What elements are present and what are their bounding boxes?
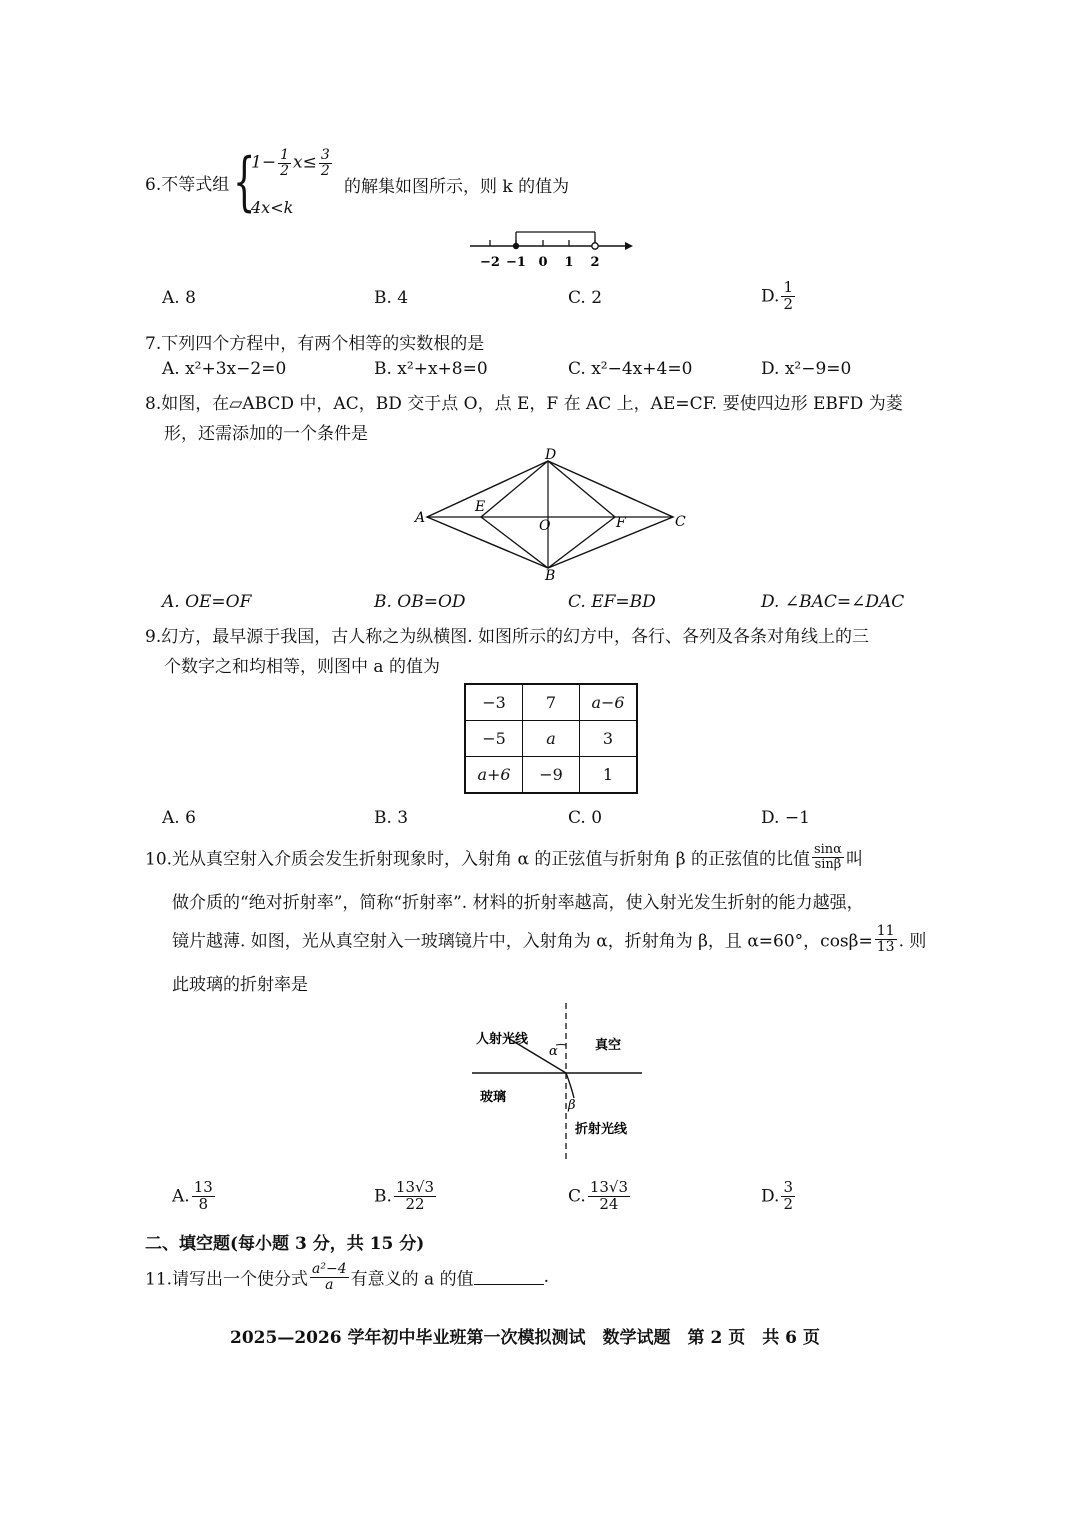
- q8-option-d[interactable]: D. ∠BAC=∠DAC: [761, 592, 905, 612]
- q8-option-c[interactable]: C. EF=BD: [568, 592, 656, 612]
- q7-option-a[interactable]: A. x²+3x−2=0: [162, 359, 287, 379]
- q8-label-c: C: [675, 514, 686, 530]
- q8-label-e: E: [475, 499, 486, 515]
- q8-label-d: D: [545, 447, 557, 463]
- q6-tick-label: 2: [590, 255, 600, 270]
- q10-label-alpha: α: [549, 1044, 558, 1059]
- q7-option-d[interactable]: D. x²−9=0: [761, 359, 852, 379]
- q6-tick-label: −2: [480, 255, 500, 270]
- q6-suffix: 的解集如图所示，则 k 的值为: [344, 177, 570, 197]
- q8-label-b: B: [545, 568, 556, 584]
- q6-tick-label: 1: [564, 255, 574, 270]
- q10-option-b[interactable]: B. $\frac{13√3}{22}$: [374, 1178, 435, 1213]
- table-row: [465, 721, 637, 757]
- q11-stem: 11.请写出一个使分式 $\frac{\text{a²−4}}{a}$ 有意义的 a 的值 .: [145, 1261, 550, 1293]
- q8-label-a: A: [415, 510, 426, 526]
- q6-option-a[interactable]: A. 8: [162, 288, 196, 308]
- q10-option-c[interactable]: C. $\frac{13√3}{24}$: [568, 1178, 629, 1213]
- q6-inequality-1: 1− $\frac{1}{2}$ x≤ $\frac{3}{2}$: [251, 147, 330, 179]
- q10-label-glass: 玻璃: [480, 1090, 507, 1105]
- table-row: [465, 684, 637, 721]
- q9-stem-line1: 9.幻方，最早源于我国，古人称之为纵横图. 如图所示的幻方中，各行、各列及各条对角线上的三: [145, 627, 870, 647]
- q7-option-b[interactable]: B. x²+x+8=0: [374, 359, 488, 379]
- q11-answer-blank[interactable]: [474, 1266, 544, 1285]
- q11-fraction: $\frac{\text{a²−4}}{a}$: [312, 1261, 347, 1293]
- magic-square-cell: −9: [523, 757, 580, 794]
- q10-cos-fraction: $\frac{11}{13}$: [876, 923, 895, 955]
- q6-prefix: 6.不等式组: [145, 175, 230, 195]
- magic-square-cell: −3: [465, 684, 523, 721]
- q10-option-a[interactable]: A. $\frac{13}{8}$: [172, 1178, 213, 1213]
- q10-label-refracted: 折射光线: [575, 1122, 628, 1137]
- q9-magic-square: [464, 683, 638, 794]
- q6-option-d[interactable]: D. $\frac{1}{2}$: [761, 278, 793, 313]
- magic-square-cell: 1: [580, 757, 638, 794]
- q10-stem-line1: 10.光从真空射入介质会发生折射现象时，入射角 α 的正弦值与折射角 β 的正弦值的比值 $\frac{\sin\alpha}{\sin\beta}$ 叫: [145, 842, 863, 872]
- q6-system-brace: {: [233, 145, 256, 219]
- q10-option-d[interactable]: D. $\frac{3}{2}$: [761, 1178, 793, 1213]
- q6-option-b[interactable]: B. 4: [374, 288, 409, 308]
- q6-frac-three-halves: $\frac{3}{2}$: [320, 147, 330, 179]
- magic-square-cell: a+6: [465, 757, 523, 794]
- q9-stem-line2: 个数字之和均相等，则图中 a 的值为: [164, 657, 440, 677]
- q6-option-c[interactable]: C. 2: [568, 288, 603, 308]
- table-row: [465, 757, 637, 794]
- q8-parallelogram-figure: [405, 445, 695, 585]
- q7-stem: 7.下列四个方程中，有两个相等的实数根的是: [145, 334, 485, 354]
- q6-tick-label: −1: [506, 255, 526, 270]
- q10-ratio-fraction: $\frac{\sin\alpha}{\sin\beta}$: [813, 842, 842, 872]
- magic-square-cell: 7: [523, 684, 580, 721]
- q8-label-f: F: [616, 515, 626, 531]
- q10-refraction-figure: [470, 1000, 645, 1165]
- page-footer: 2025—2026 学年初中毕业班第一次模拟测试 数学试题 第 2 页 共 6 页: [230, 1328, 820, 1348]
- q6-tick-label: 0: [538, 255, 548, 270]
- q6-inequality-2: 4x<k: [251, 198, 294, 217]
- q10-label-incident: 人射光线: [476, 1032, 529, 1047]
- q6-number-line: [465, 228, 635, 273]
- q9-option-a[interactable]: A. 6: [162, 808, 196, 828]
- q9-option-d[interactable]: D. −1: [761, 808, 810, 828]
- magic-square-cell: a: [523, 721, 580, 757]
- q6-stem: [145, 170, 229, 195]
- magic-square-cell: −5: [465, 721, 523, 757]
- q8-stem-line2: 形，还需添加的一个条件是: [164, 424, 368, 444]
- q6-frac-half: $\frac{1}{2}$: [280, 147, 289, 179]
- q10-stem-line2: 做介质的“绝对折射率”，简称“折射率”. 材料的折射率越高，使入射光发生折射的能力越强，: [172, 893, 864, 913]
- q10-stem-line3: 镜片越薄. 如图，光从真空射入一玻璃镜片中，入射角为 α，折射角为 β，且 α=60°，cosβ= $\frac{11}{13}$ . 则: [172, 923, 927, 955]
- q10-label-beta: β: [568, 1098, 576, 1113]
- magic-square-cell: 3: [580, 721, 638, 757]
- q8-option-b[interactable]: B. OB=OD: [374, 592, 466, 612]
- q9-option-c[interactable]: C. 0: [568, 808, 603, 828]
- section-2-title: 二、填空题(每小题 3 分，共 15 分): [145, 1234, 425, 1254]
- q8-label-o: O: [539, 518, 551, 534]
- magic-square-cell: a−6: [580, 684, 638, 721]
- q10-label-vacuum: 真空: [595, 1038, 622, 1053]
- q7-option-c[interactable]: C. x²−4x+4=0: [568, 359, 693, 379]
- q10-stem-line4: 此玻璃的折射率是: [172, 975, 308, 995]
- q8-option-a[interactable]: A. OE=OF: [162, 592, 252, 612]
- q9-option-b[interactable]: B. 3: [374, 808, 409, 828]
- q8-stem-line1: 8.如图，在▱ABCD 中，AC，BD 交于点 O，点 E，F 在 AC 上，AE=CF. 要使四边形 EBFD 为菱: [145, 394, 903, 414]
